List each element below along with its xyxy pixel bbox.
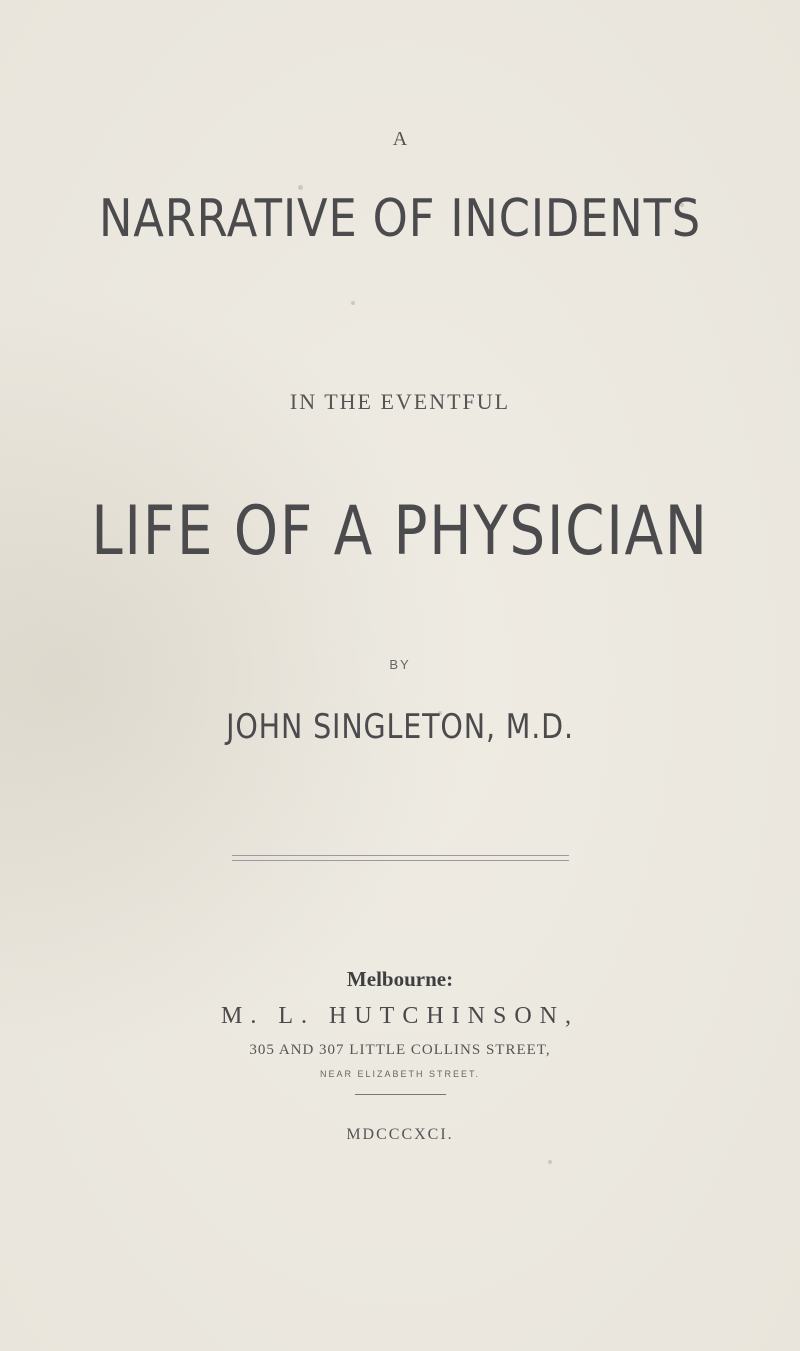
double-rule-top	[232, 855, 569, 856]
author-name: JOHN SINGLETON, M.D.	[226, 707, 574, 747]
title-line-eventful: IN THE EVENTFUL	[289, 389, 511, 414]
title-line-physician: LIFE OF A PHYSICIAN	[91, 492, 709, 571]
title-article: A	[392, 128, 408, 150]
title-line-narrative: NARRATIVE OF INCIDENTS	[98, 189, 702, 249]
imprint-address-note: NEAR ELIZABETH STREET.	[319, 1069, 481, 1079]
imprint-address: 305 AND 307 LITTLE COLLINS STREET,	[249, 1042, 551, 1058]
imprint-place: Melbourne:	[346, 967, 454, 991]
foxing-spot	[351, 301, 355, 305]
short-rule	[355, 1094, 446, 1095]
imprint-publisher: M. L. HUTCHINSON,	[221, 1003, 579, 1029]
foxing-spot	[548, 1160, 552, 1164]
byline-label: BY	[389, 657, 411, 672]
publication-date: MDCCCXCI.	[346, 1126, 454, 1143]
double-rule-bottom	[232, 860, 569, 861]
